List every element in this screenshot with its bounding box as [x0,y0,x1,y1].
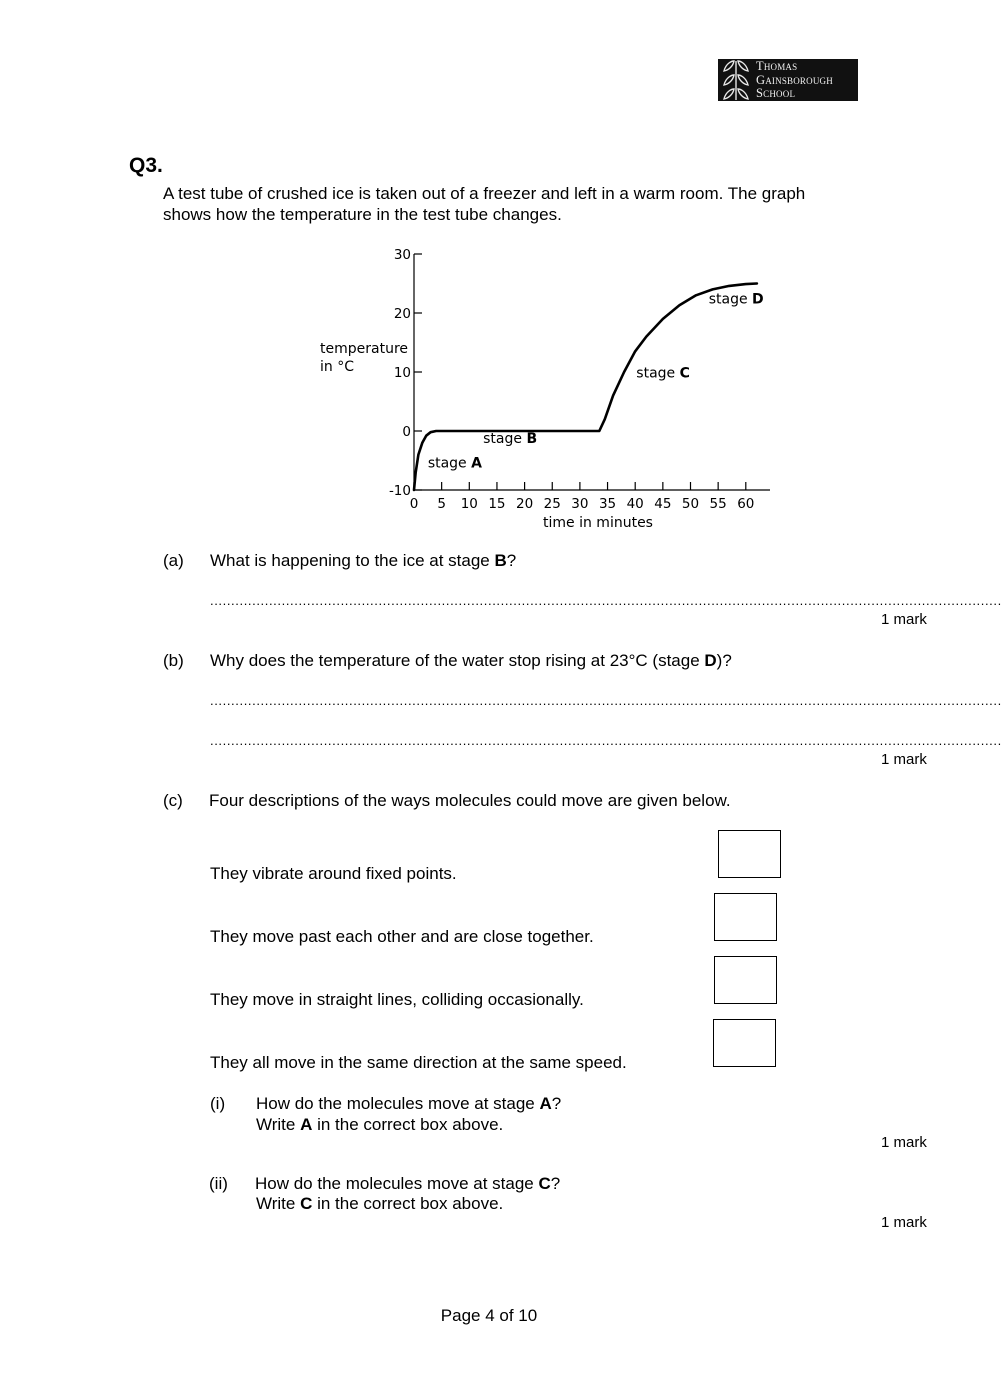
temperature-time-graph [300,238,780,534]
answer-box-4[interactable] [713,1019,776,1067]
x-axis-ticks [410,482,755,512]
option-text: They vibrate around fixed points. [210,864,457,883]
part-c-i-label: (i) [210,1094,226,1113]
part-b-mark: 1 mark [881,751,927,768]
x-tick-label: 25 [543,496,561,512]
stage-labels [428,292,764,472]
x-tick-label: 15 [488,496,506,512]
y-tick-label: 30 [393,247,411,263]
question-intro-line-2: shows how the temperature in the test tube changes. [163,205,562,224]
question-number: Q3. [129,154,163,177]
part-a-mark: 1 mark [881,611,927,628]
x-tick-label: 55 [709,496,727,512]
school-name-line-3: School [756,86,796,100]
answer-box-3[interactable] [714,956,777,1004]
option-text: They move past each other and are close together. [210,927,594,946]
stage-label-d: stage D [708,291,764,308]
y-tick-label: 10 [393,365,411,381]
answer-box-2[interactable] [714,893,777,941]
x-tick-label: 10 [460,496,478,512]
x-tick-label: 5 [437,496,446,512]
part-c-i-mark: 1 mark [881,1134,927,1151]
stage-label-a: stage A [427,455,482,472]
page-number: Page 4 of 10 [440,1306,538,1325]
question-intro-line-1: A test tube of crushed ice is taken out of a freezer and left in a warm room. The graph [163,184,806,203]
x-tick-label: 20 [516,496,534,512]
stage-label-c: stage C [636,365,690,382]
part-c-label: (c) [163,791,183,810]
part-c-i-question: How do the molecules move at stage A? [256,1094,562,1113]
part-b-answer-line-1[interactable]: ............................................................................................................................................................................................ [210,693,1002,708]
part-c-ii-question: How do the molecules move at stage C? [255,1174,561,1193]
leaf-emblem-icon [718,59,754,101]
part-b-answer-line-2[interactable]: ............................................................................................................................................................................................ [210,733,1002,748]
part-c-i-instruction: Write A in the correct box above. [256,1115,504,1134]
x-tick-label: 35 [598,496,617,512]
y-axis-label-line-2: in °C [320,359,354,375]
school-logo [718,59,858,101]
school-name [756,60,833,101]
x-tick-label: 30 [571,496,589,512]
option-text: They all move in the same direction at the same speed. [210,1053,627,1072]
x-axis-label: time in minutes [543,515,653,531]
answer-box-1[interactable] [718,830,781,878]
part-b-question: Why does the temperature of the water stop rising at 23°C (stage D)? [210,651,732,670]
x-tick-label: 40 [626,496,644,512]
y-tick-label: -10 [388,483,411,499]
x-tick-label: 60 [737,496,755,512]
x-tick-label: 50 [681,496,700,512]
x-tick-label: 45 [654,496,672,512]
y-tick-label: 0 [402,424,411,440]
school-name-line-2: Gainsborough [756,72,833,87]
part-c-intro: Four descriptions of the ways molecules could move are given below. [209,791,731,810]
part-a-question: What is happening to the ice at stage B? [210,551,517,570]
part-c-ii-label: (ii) [209,1174,228,1193]
option-text: They move in straight lines, colliding occasionally. [210,990,584,1009]
part-c-ii-mark: 1 mark [881,1214,927,1231]
part-a-label: (a) [163,551,184,570]
y-axis-label-line-1: temperature [320,341,408,357]
y-tick-label: 20 [393,306,411,322]
school-name-line-1: Thomas [756,59,798,73]
stage-label-b: stage B [483,430,538,447]
part-c-ii-instruction: Write C in the correct box above. [256,1194,504,1213]
part-b-label: (b) [163,651,184,670]
part-a-answer-line[interactable]: ............................................................................................................................................................................................ [210,593,1002,608]
x-tick-label: 0 [409,496,419,512]
